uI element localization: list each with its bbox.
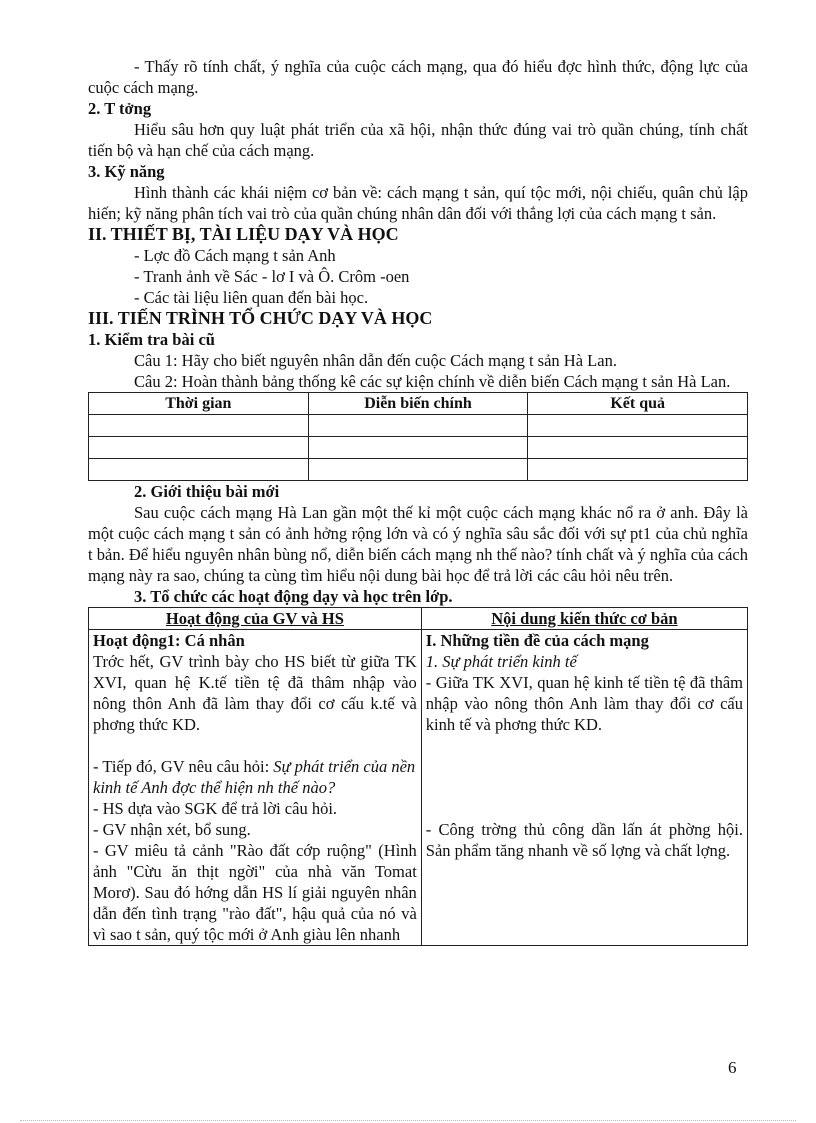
table-row bbox=[89, 459, 748, 481]
table-cell bbox=[528, 459, 748, 481]
table-cell bbox=[308, 459, 528, 481]
column-header: Hoạt động của GV và HS bbox=[89, 608, 422, 630]
activity-question-text: Sự phát triển của nền kinh tế Anh đợc thể hiện nh thế nào? bbox=[93, 757, 416, 797]
activity-paragraph: - GV miêu tả cảnh "Rào đất cớp ruộng" (Hình ảnh "Cừu ăn thịt ngời" của nhà văn Tomat Morơ). Sau đó hớng dẫn HS lí giải nguyên nhân dẫn đến tình trạng "rào đất", hậu quả của nó và vì sao t sản, quý tộc mới ở Anh giàu lên nhanh bbox=[93, 841, 417, 944]
teacher-student-activity-cell bbox=[89, 630, 422, 946]
knowledge-content-cell bbox=[421, 630, 747, 946]
question-2: Câu 2: Hoàn thành bảng thống kê các sự kiện chính về diễn biến Cách mạng t sản Hà Lan. bbox=[134, 372, 731, 391]
content-heading: I. Những tiền đề của cách mạng bbox=[425, 631, 649, 650]
heading-introduction: 2. Giới thiệu bài mới bbox=[134, 482, 280, 501]
table-cell bbox=[308, 415, 528, 437]
introduction-paragraph: Sau cuộc cách mạng Hà Lan gần một thế kỉ một cuộc cách mạng khác nổ ra ở anh. Đây là một cuộc cách mạng t sản có ảnh hởng rộng lớn và có ý nghĩa sâu sắc đối với sự pt1 của chủ nghĩa t bản. Để hiểu nguyên nhân bùng nổ, diễn biến cách mạng nh thế nào? tính chất và ý nghĩa của cách mạng này ra sao, chúng ta cùng tìm hiểu nội dung bài học để trả lời các câu hỏi nêu trên. bbox=[88, 503, 748, 585]
page-number: 6 bbox=[728, 1058, 737, 1077]
column-header: Kết quả bbox=[528, 393, 748, 415]
activity-paragraph: - GV nhận xét, bổ sung. bbox=[93, 820, 251, 839]
table-cell bbox=[528, 437, 748, 459]
section-equipment-title: II. THIẾT BỊ, TÀI LIỆU DẠY VÀ HỌC bbox=[88, 224, 399, 244]
activity-paragraph: Trớc hết, GV trình bày cho HS biết từ giữa TK XVI, quan hệ K.tế tiền tệ đã thâm nhập vào nông thôn Anh đã làm thay đổi cơ cấu k.tế và phơng thức KD. bbox=[93, 652, 417, 734]
heading-thinking: 2. T tởng bbox=[88, 99, 152, 118]
equipment-item: - Các tài liệu liên quan đến bài học. bbox=[134, 288, 369, 307]
activity-table-header bbox=[89, 608, 748, 630]
table-row bbox=[89, 630, 748, 946]
review-table-header bbox=[89, 393, 748, 415]
thinking-paragraph: Hiểu sâu hơn quy luật phát triển của xã hội, nhận thức đúng vai trò quần chúng, tính chất tiến bộ và hạn chế của cách mạng. bbox=[88, 120, 748, 160]
page-footer-divider bbox=[20, 1120, 796, 1121]
activity-paragraph: - HS dựa vào SGK để trả lời câu hỏi. bbox=[93, 799, 338, 818]
equipment-item: - Tranh ảnh về Sác - lơ I và Ô. Crôm -oen bbox=[134, 267, 410, 286]
column-header: Diễn biến chính bbox=[308, 393, 528, 415]
table-row bbox=[89, 415, 748, 437]
objective-paragraph: - Thấy rõ tính chất, ý nghĩa của cuộc cách mạng, qua đó hiểu đợc hình thức, động lực của cuộc cách mạng. bbox=[88, 57, 748, 97]
table-cell bbox=[308, 437, 528, 459]
review-table bbox=[88, 392, 748, 481]
document-page bbox=[88, 56, 748, 946]
table-cell bbox=[89, 415, 309, 437]
equipment-item: - Lợc đồ Cách mạng t sản Anh bbox=[134, 246, 336, 265]
table-cell bbox=[89, 437, 309, 459]
activity-question-lead: - Tiếp đó, GV nêu câu hỏi: bbox=[93, 757, 274, 776]
activity-question bbox=[93, 756, 417, 798]
content-subheading: 1. Sự phát triển kinh tế bbox=[425, 652, 577, 671]
table-row bbox=[89, 437, 748, 459]
heading-organization: 3. Tổ chức các hoạt động dạy và học trên lớp. bbox=[134, 587, 453, 606]
activity-heading: Hoạt động1: Cá nhân bbox=[93, 631, 245, 650]
activity-table bbox=[88, 607, 748, 946]
question-1: Câu 1: Hãy cho biết nguyên nhân dẫn đến cuộc Cách mạng t sản Hà Lan. bbox=[134, 351, 617, 370]
column-header: Nội dung kiến thức cơ bản bbox=[421, 608, 747, 630]
heading-review: 1. Kiểm tra bài cũ bbox=[88, 330, 215, 349]
table-cell bbox=[528, 415, 748, 437]
column-header: Thời gian bbox=[89, 393, 309, 415]
content-paragraph: - Công trờng thủ công dần lấn át phờng hội. Sản phẩm tăng nhanh về số lợng và chất lợng. bbox=[425, 820, 743, 860]
table-cell bbox=[89, 459, 309, 481]
skills-paragraph: Hình thành các khái niệm cơ bản về: cách mạng t sản, quí tộc mới, nội chiếu, quân chủ lập hiến; kỹ năng phân tích vai trò của quần chúng nhân dân đối với thắng lợi của cách mạng t sản. bbox=[88, 183, 748, 223]
content-paragraph: - Giữa TK XVI, quan hệ kinh tế tiền tệ đã thâm nhập vào nông thôn Anh làm thay đổi cơ cấu kinh tế và phơng thức KD. bbox=[425, 673, 743, 734]
heading-skills: 3. Kỹ năng bbox=[88, 162, 165, 181]
section-process-title: III. TIẾN TRÌNH TỔ CHỨC DẠY VÀ HỌC bbox=[88, 308, 433, 328]
